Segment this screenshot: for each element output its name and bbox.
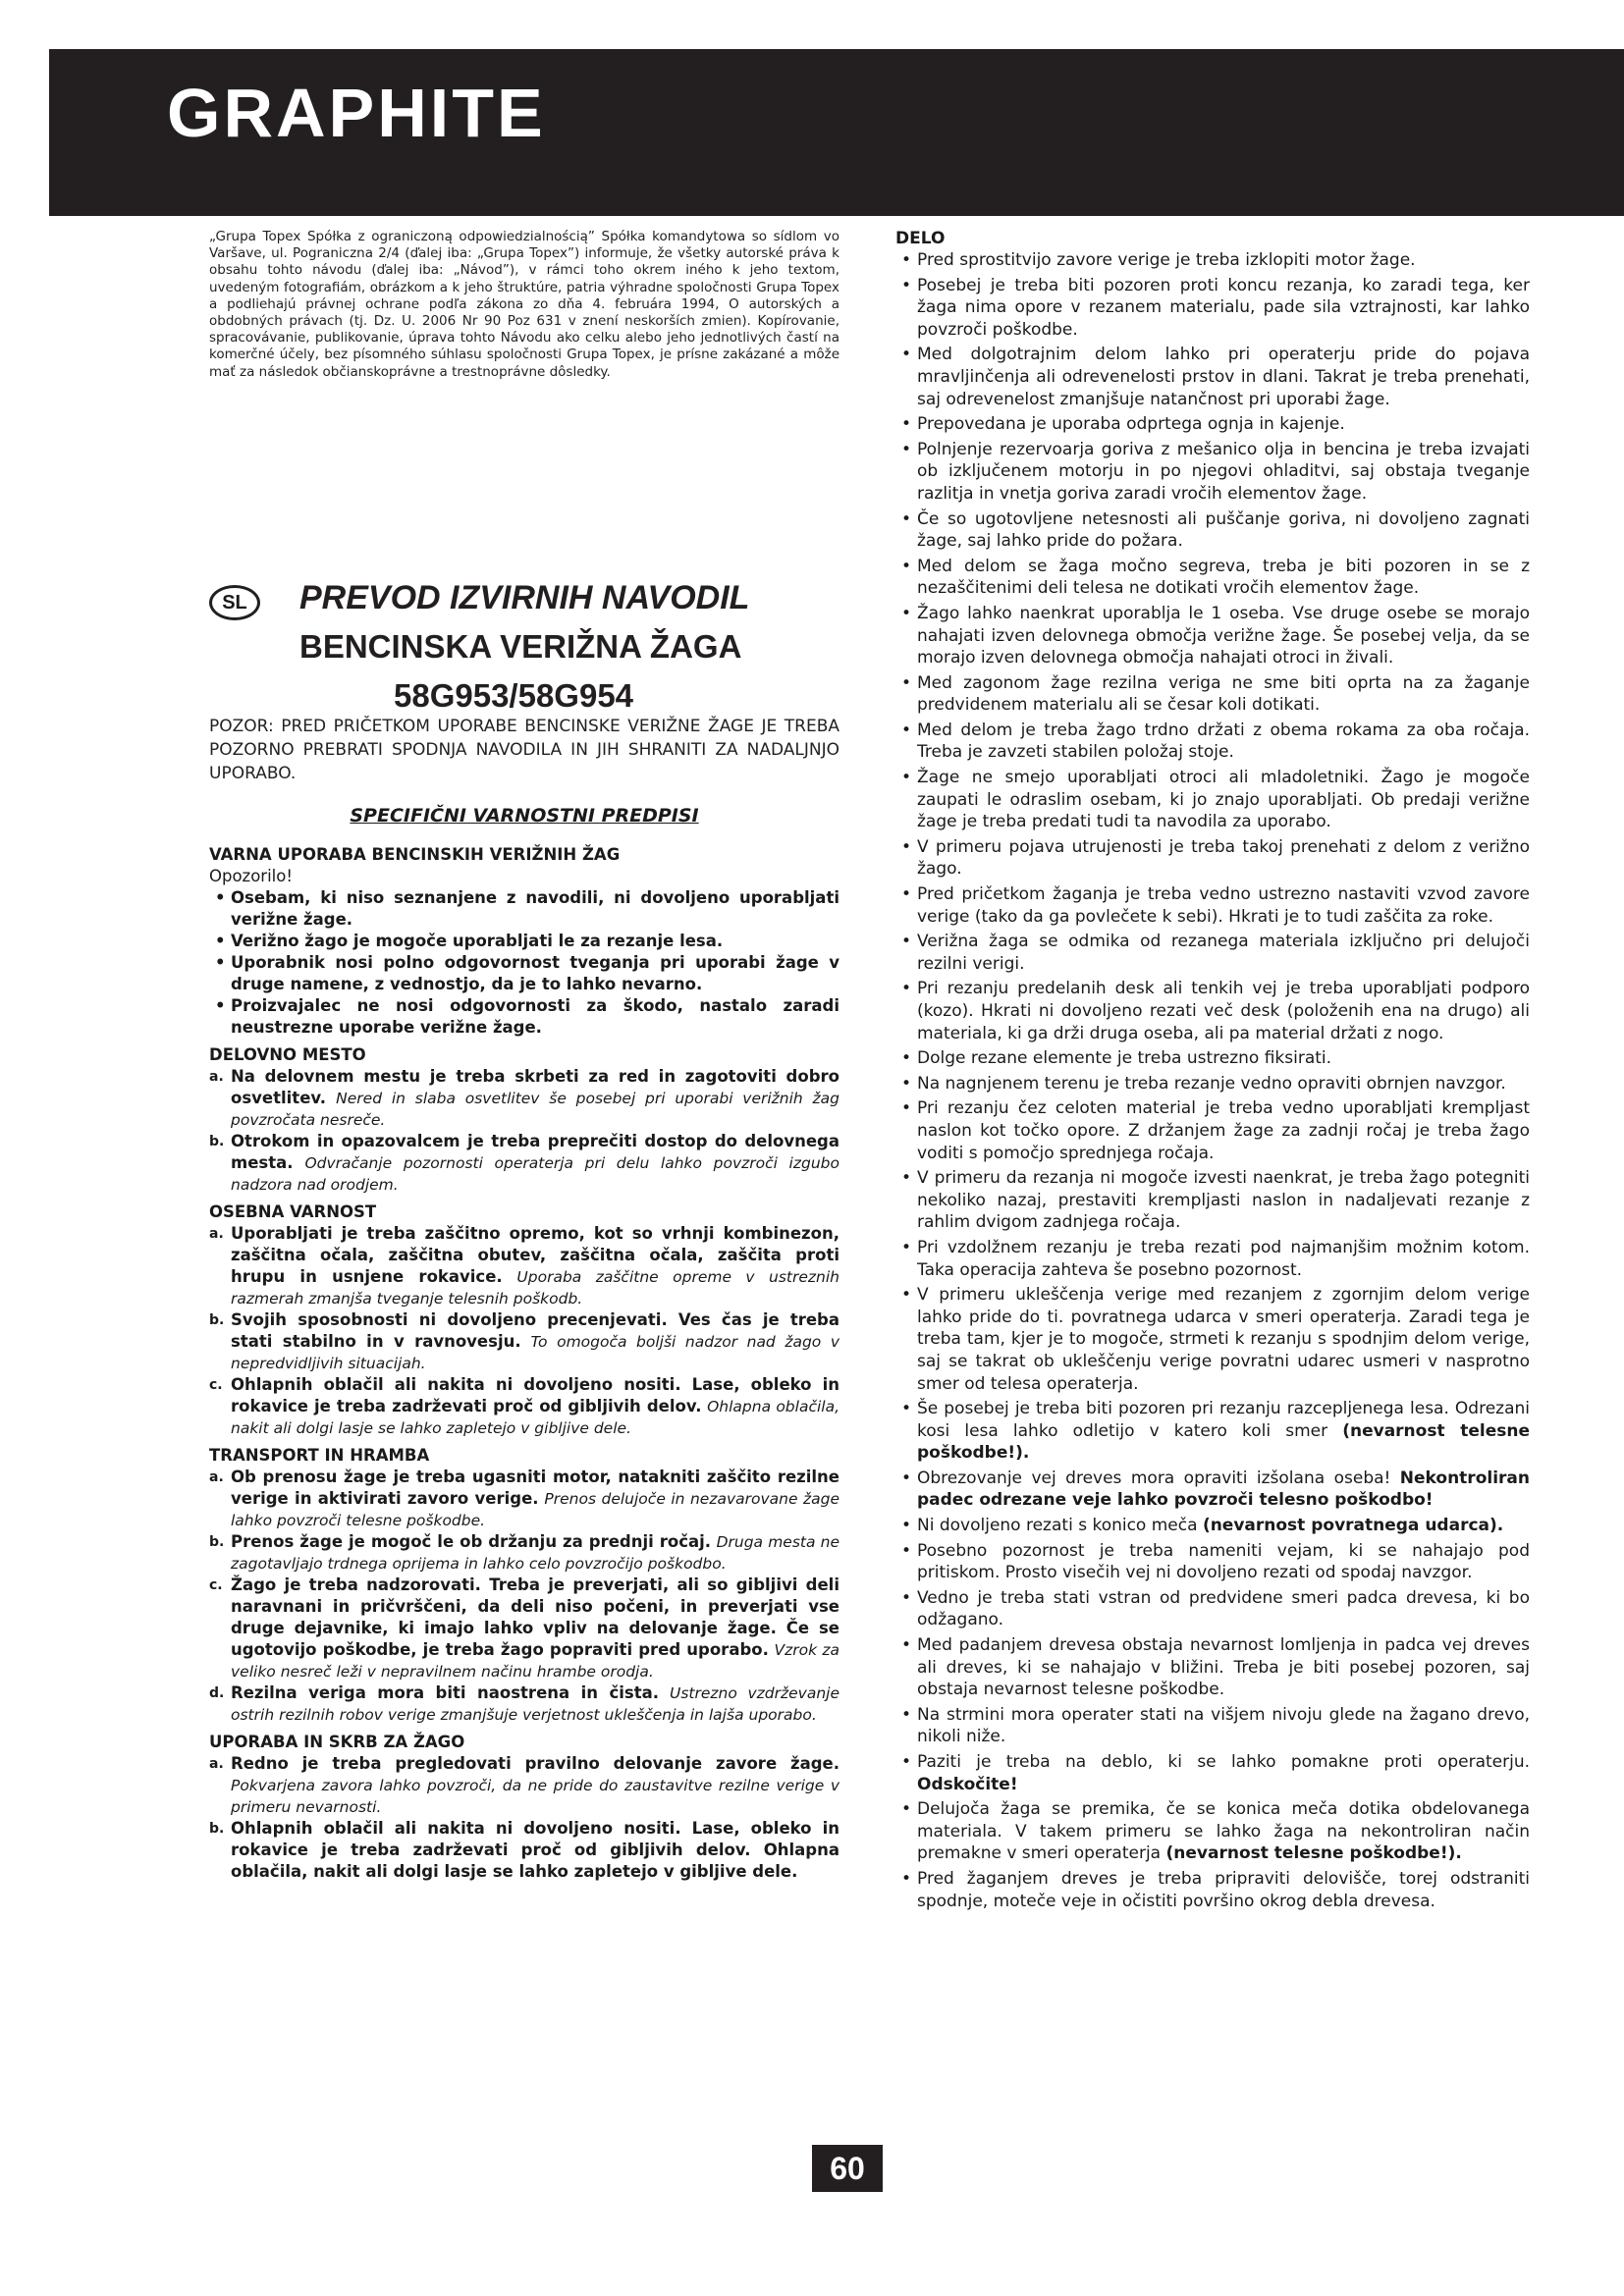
list-item: • Pred pričetkom žaganja je treba vedno ustrezno nastaviti vzvod zavore verige (tako da ga povlečete k sebi). Hkrati je to tudi zaščita za roke. (895, 883, 1530, 928)
list-item: • Med padanjem drevesa obstaja nevarnost lomljenja in padca vej dreves ali dreves, ki se nahajajo v bližini. Treba je biti posebej pozoren, saj obstaja nevarnost telesne poškodbe. (895, 1634, 1530, 1701)
list-item: • Prepovedana je uporaba odprtega ognja in kajenje. (895, 413, 1530, 436)
list-item: • Delujoča žaga se premika, če se konica meča dotika obdelovanega materiala. V takem primeru se lahko žaga na nekontroliran način premakne v smeri operaterja (nevarnost telesne poškodbe!). (895, 1798, 1530, 1865)
list-item: • V primeru ukleščenja verige med rezanjem z zgornjim delom verige lahko pride do ti. povratnega udarca v smeri operaterja. Zaradi tega je treba tam, kjer je to mogoče, strmeti k rezanju s spodnjim delom verige, saj se takrat ob ukleščenju verige povratni udarec usmeri v nasprotno smer od telesa operaterja. (895, 1284, 1530, 1395)
language-badge: SL (209, 585, 260, 620)
list-item: c. Žago je treba nadzorovati. Treba je preverjati, ali so gibljivi deli naravnani in pričvrščeni, da deli niso počeni, in preverjati vse druge dejavnike, ki imajo lahko vpliv na delovanje žage. Če se ugotovijo poškodbe, je treba žago popraviti pred uporabo. Vzrok za veliko nesreč leži v nepravilnem načinu hrambe orodja. (209, 1575, 840, 1681)
brand-logo: GRAPHITE (167, 75, 546, 151)
list-item: • Žage ne smejo uporabljati otroci ali mladoletniki. Žago je mogoče zaupati le odraslim osebam, ki jo znajo uporabljati. Ob predaji verižne žage je treba predati tudi ta navodila za uporabo. (895, 767, 1530, 833)
list-item: • Pri vzdolžnem rezanju je treba rezati pod najmanjšim možnim kotom. Taka operacija zahteva še posebno pozornost. (895, 1237, 1530, 1281)
osebna-list (209, 1223, 839, 1439)
list-item: b. Prenos žage je mogoč le ob držanju za prednji ročaj. Druga mesta ne zagotavljajo trdnega oprijema in lahko celo povzročijo poškodbo. (209, 1532, 840, 1573)
right-column (895, 228, 1530, 1915)
list-item: a. Redno je treba pregledovati pravilno delovanje zavore žage. Pokvarjena zavora lahko povzroči, da ne pride do zaustavitve rezilne verige v primeru nevarnosti. (209, 1754, 839, 1816)
list-item: a. Uporabljati je treba zaščitno opremo, kot so vrhnji kombinezon, zaščitna očala, zaščitna obutev, zaščitna očala, zaščita proti hrupu in usnjene rokavice. Uporaba zaščitne opreme v ustreznih razmerah zmanjša tveganje telesnih poškodb. (209, 1224, 840, 1308)
copyright-block (209, 229, 839, 381)
list-item: • Pred žaganjem dreves je treba pripraviti delovišče, torej odstraniti spodnje, moteče veje in očistiti površino okrog debla drevesa. (895, 1868, 1530, 1912)
varna-list (209, 887, 839, 1039)
section-title: SPECIFIČNI VARNOSTNI PREDPISI (350, 805, 699, 827)
opozorilo: Opozorilo! (209, 867, 293, 885)
list-item: b. Otrokom in opazovalcem je treba preprečiti dostop do delovnega mesta. Odvračanje pozornosti operaterja pri delu lahko povzroči izgubo nadzora nad orodjem. (209, 1132, 839, 1194)
heading-delo: DELO (895, 229, 946, 248)
list-item: d. Rezilna veriga mora biti naostrena in čista. Ustrezno vzdrževanje ostrih rezilnih robov verige zmanjšuje verjetnost ukleščenja in lajša uporabo. (209, 1683, 840, 1724)
transport-list (209, 1467, 839, 1726)
list-item: • Dolge rezane elemente je treba ustrezno fiksirati. (895, 1047, 1530, 1070)
list-item: • V primeru da rezanja ni mogoče izvesti naenkrat, je treba žago potegniti nekoliko nazaj, prestaviti krempljasti naslon in nadaljevati rezanje z rahlim dvigom zadnjega ročaja. (895, 1167, 1530, 1234)
left-column (209, 844, 839, 1883)
list-item: • Proizvajalec ne nosi odgovornosti za škodo, nastalo zaradi neustrezne uporabe verižne žage. (209, 995, 839, 1039)
list-item: b. Svojih sposobnosti ni dovoljeno precenjevati. Ves čas je treba stati stabilno in v ravnovesju. To omogoča boljši nadzor nad žago v nepredvidljivih situacijah. (209, 1310, 840, 1372)
list-item: • Osebam, ki niso seznanjene z navodili, ni dovoljeno uporabljati verižne žage. (209, 887, 839, 931)
heading-delovno: DELOVNO MESTO (209, 1045, 366, 1064)
list-item: • Na strmini mora operater stati na višjem nivoju glede na žagano drevo, nikoli niže. (895, 1704, 1530, 1748)
warning-text: POZOR: PRED PRIČETKOM UPORABE BENCINSKE VERIŽNE ŽAGE JE TREBA POZORNO PREBRATI SPODNJA NAVODILA IN JIH SHRANITI ZA NADALJNJO UPORABO. (209, 717, 839, 783)
model-number: 58G953/58G954 (394, 677, 634, 714)
list-item: • Žago lahko naenkrat uporablja le 1 oseba. Vse druge osebe se morajo nahajati izven delovnega območja verižne žage. Še posebej velja, da se morajo izven delovnega območja nahajati otroci in živali. (895, 603, 1530, 669)
list-item: • Uporabnik nosi polno odgovornost tveganja pri uporabi žage v druge namene, z vednostjo, da je to lahko nevarno. (209, 952, 839, 995)
list-item: • Posebno pozornost je treba nameniti vejam, ki se nahajajo pod pritiskom. Prosto visečih vej ni dovoljeno rezati od spodaj navzgor. (895, 1540, 1530, 1584)
list-item: • Posebej je treba biti pozoren proti koncu rezanja, ko zaradi tega, ker žaga nima opore v rezanem materialu, pade sila vztrajnosti, kar lahko povzroči poškodbe. (895, 275, 1530, 342)
list-item: • Med delom je treba žago trdno držati z obema rokama za oba ročaja. Treba je zavzeti stabilen položaj stoje. (895, 720, 1530, 764)
uporaba-list (209, 1753, 839, 1883)
list-item: • Še posebej je treba biti pozoren pri rezanju razcepljenega lesa. Odrezani kosi lesa lahko odletijo v katero koli smer (nevarnost telesne poškodbe!). (895, 1398, 1530, 1465)
list-item: • Vedno je treba stati vstran od predvidene smeri padca drevesa, ki bo odžagano. (895, 1587, 1530, 1631)
list-item: • Med dolgotrajnim delom lahko pri operaterju pride do pojava mravljinčenja ali odrevenelosti prstov in dlani. Takrat je treba prenehati, saj odrevenelost zmanjšuje natančnost pri uporabi žage. (895, 344, 1530, 410)
list-item: • V primeru pojava utrujenosti je treba takoj prenehati z delom z verižno žago. (895, 836, 1530, 881)
list-item: b. Ohlapnih oblačil ali nakita ni dovoljeno nositi. Lase, obleko in rokavice je treba zadrževati proč od gibljivih delov. Ohlapna oblačila, nakit ali dolgi lasje se lahko zapletejo v gibljive dele. (209, 1819, 839, 1881)
delovno-list (209, 1066, 839, 1196)
heading-uporaba: UPORABA IN SKRB ZA ŽAGO (209, 1733, 465, 1751)
list-item: • Pred sprostitvijo zavore verige je treba izklopiti motor žage. (895, 249, 1530, 272)
list-item: • Paziti je treba na deblo, ki se lahko pomakne proti operaterju. Odskočite! (895, 1751, 1530, 1795)
list-item: • Polnjenje rezervoarja goriva z mešanico olja in bencina je treba izvajati ob izključenem motorju in po njegovi ohladitvi, saj obstaja tveganje razlitja in vnetja goriva zaradi vročih elementov žage. (895, 439, 1530, 506)
list-item: a. Na delovnem mestu je treba skrbeti za red in zagotoviti dobro osvetlitev. Nered in slaba osvetlitev še posebej pri uporabi verižnih žag povzročata nesreče. (209, 1067, 840, 1129)
list-item: • Verižno žago je mogoče uporabljati le za rezanje lesa. (209, 931, 839, 952)
list-item: • Če so ugotovljene netesnosti ali puščanje goriva, ni dovoljeno zagnati žage, saj lahko pride do požara. (895, 508, 1530, 553)
list-item: • Pri rezanju predelanih desk ali tenkih vej je treba uporabljati podporo (kozo). Hkrati ni dovoljeno rezati več desk (položenih ena na drugo) ali materiala, ki ga drži druga oseba, ali pa material držati z nogo. (895, 978, 1530, 1044)
page-number: 60 (812, 2145, 883, 2192)
heading-varna: VARNA UPORABA BENCINSKIH VERIŽNIH ŽAG (209, 845, 621, 864)
list-item: • Med delom se žaga močno segreva, treba je biti pozoren in se z nezaščitenimi deli telesa ne dotikati vročih elementov žage. (895, 556, 1530, 600)
heading-transport: TRANSPORT IN HRAMBA (209, 1446, 430, 1465)
title-line-2: BENCINSKA VERIŽNA ŽAGA (299, 628, 742, 665)
title-line-1: PREVOD IZVIRNIH NAVODIL (299, 579, 750, 616)
copyright-text: „Grupa Topex Spółka z ograniczoną odpowiedzialnością” Spółka komandytowa so sídlom vo Varšave, ul. Pograniczna 2/4 (ďalej iba: „Grupa Topex”) informuje, že všetky autorské práva k obsahu tohto návodu (ďalej iba: „Návod”), v rámci toho okrem iného k jeho textom, uvedeným fotografiám, obrázkom a k jeho štruktúre, patria výhradne spoločnosti Grupa Topex a podliehajú právnej ochrane podľa zákona zo dňa 4. februára 1994, O autorských a obdobných právach (tj. Dz. U. 2006 Nr 90 Poz 631 v znení neskorších zmien). Kopírovanie, spracovávanie, publikovanie, úprava tohto Návodu ako celku alebo jeho jednotlivých častí na komerčné účely, bez písomného súhlasu spoločnosti Grupa Topex, je prísne zakázané a môže mať za následok občianskoprávne a trestnoprávne dôsledky. (209, 229, 839, 380)
list-item: • Med zagonom žage rezilna veriga ne sme biti oprta na za žaganje predvidenem materialu ali se česar koli dotikati. (895, 672, 1530, 717)
list-item: c. Ohlapnih oblačil ali nakita ni dovoljeno nositi. Lase, obleko in rokavice je treba zadrževati proč od gibljivih delov. Ohlapna oblačila, nakit ali dolgi lasje se lahko zapletejo v gibljive dele. (209, 1375, 840, 1437)
heading-osebna: OSEBNA VARNOST (209, 1202, 377, 1221)
list-item: • Verižna žaga se odmika od rezanega materiala izključno pri delujoči rezilni verigi. (895, 931, 1530, 975)
list-item: • Pri rezanju čez celoten material je treba vedno uporabljati krempljast naslon kot točko opore. Z držanjem žage za zadnji ročaj je treba žago voditi s pomočjo sprednjega ročaja. (895, 1097, 1530, 1164)
list-item: • Na nagnjenem terenu je treba rezanje vedno opraviti obrnjen navzgor. (895, 1073, 1530, 1095)
list-item: a. Ob prenosu žage je treba ugasniti motor, natakniti zaščito rezilne verige in aktivirati zavoro verige. Prenos delujoče in nezavarovane žage lahko povzroči telesne poškodbe. (209, 1468, 840, 1529)
list-item: • Ni dovoljeno rezati s konico meča (nevarnost povratnega udarca). (895, 1515, 1530, 1537)
list-item: • Obrezovanje vej dreves mora opraviti izšolana oseba! Nekontroliran padec odrezane veje lahko povzroči telesno poškodbo! (895, 1468, 1530, 1512)
delo-list (895, 249, 1530, 1912)
